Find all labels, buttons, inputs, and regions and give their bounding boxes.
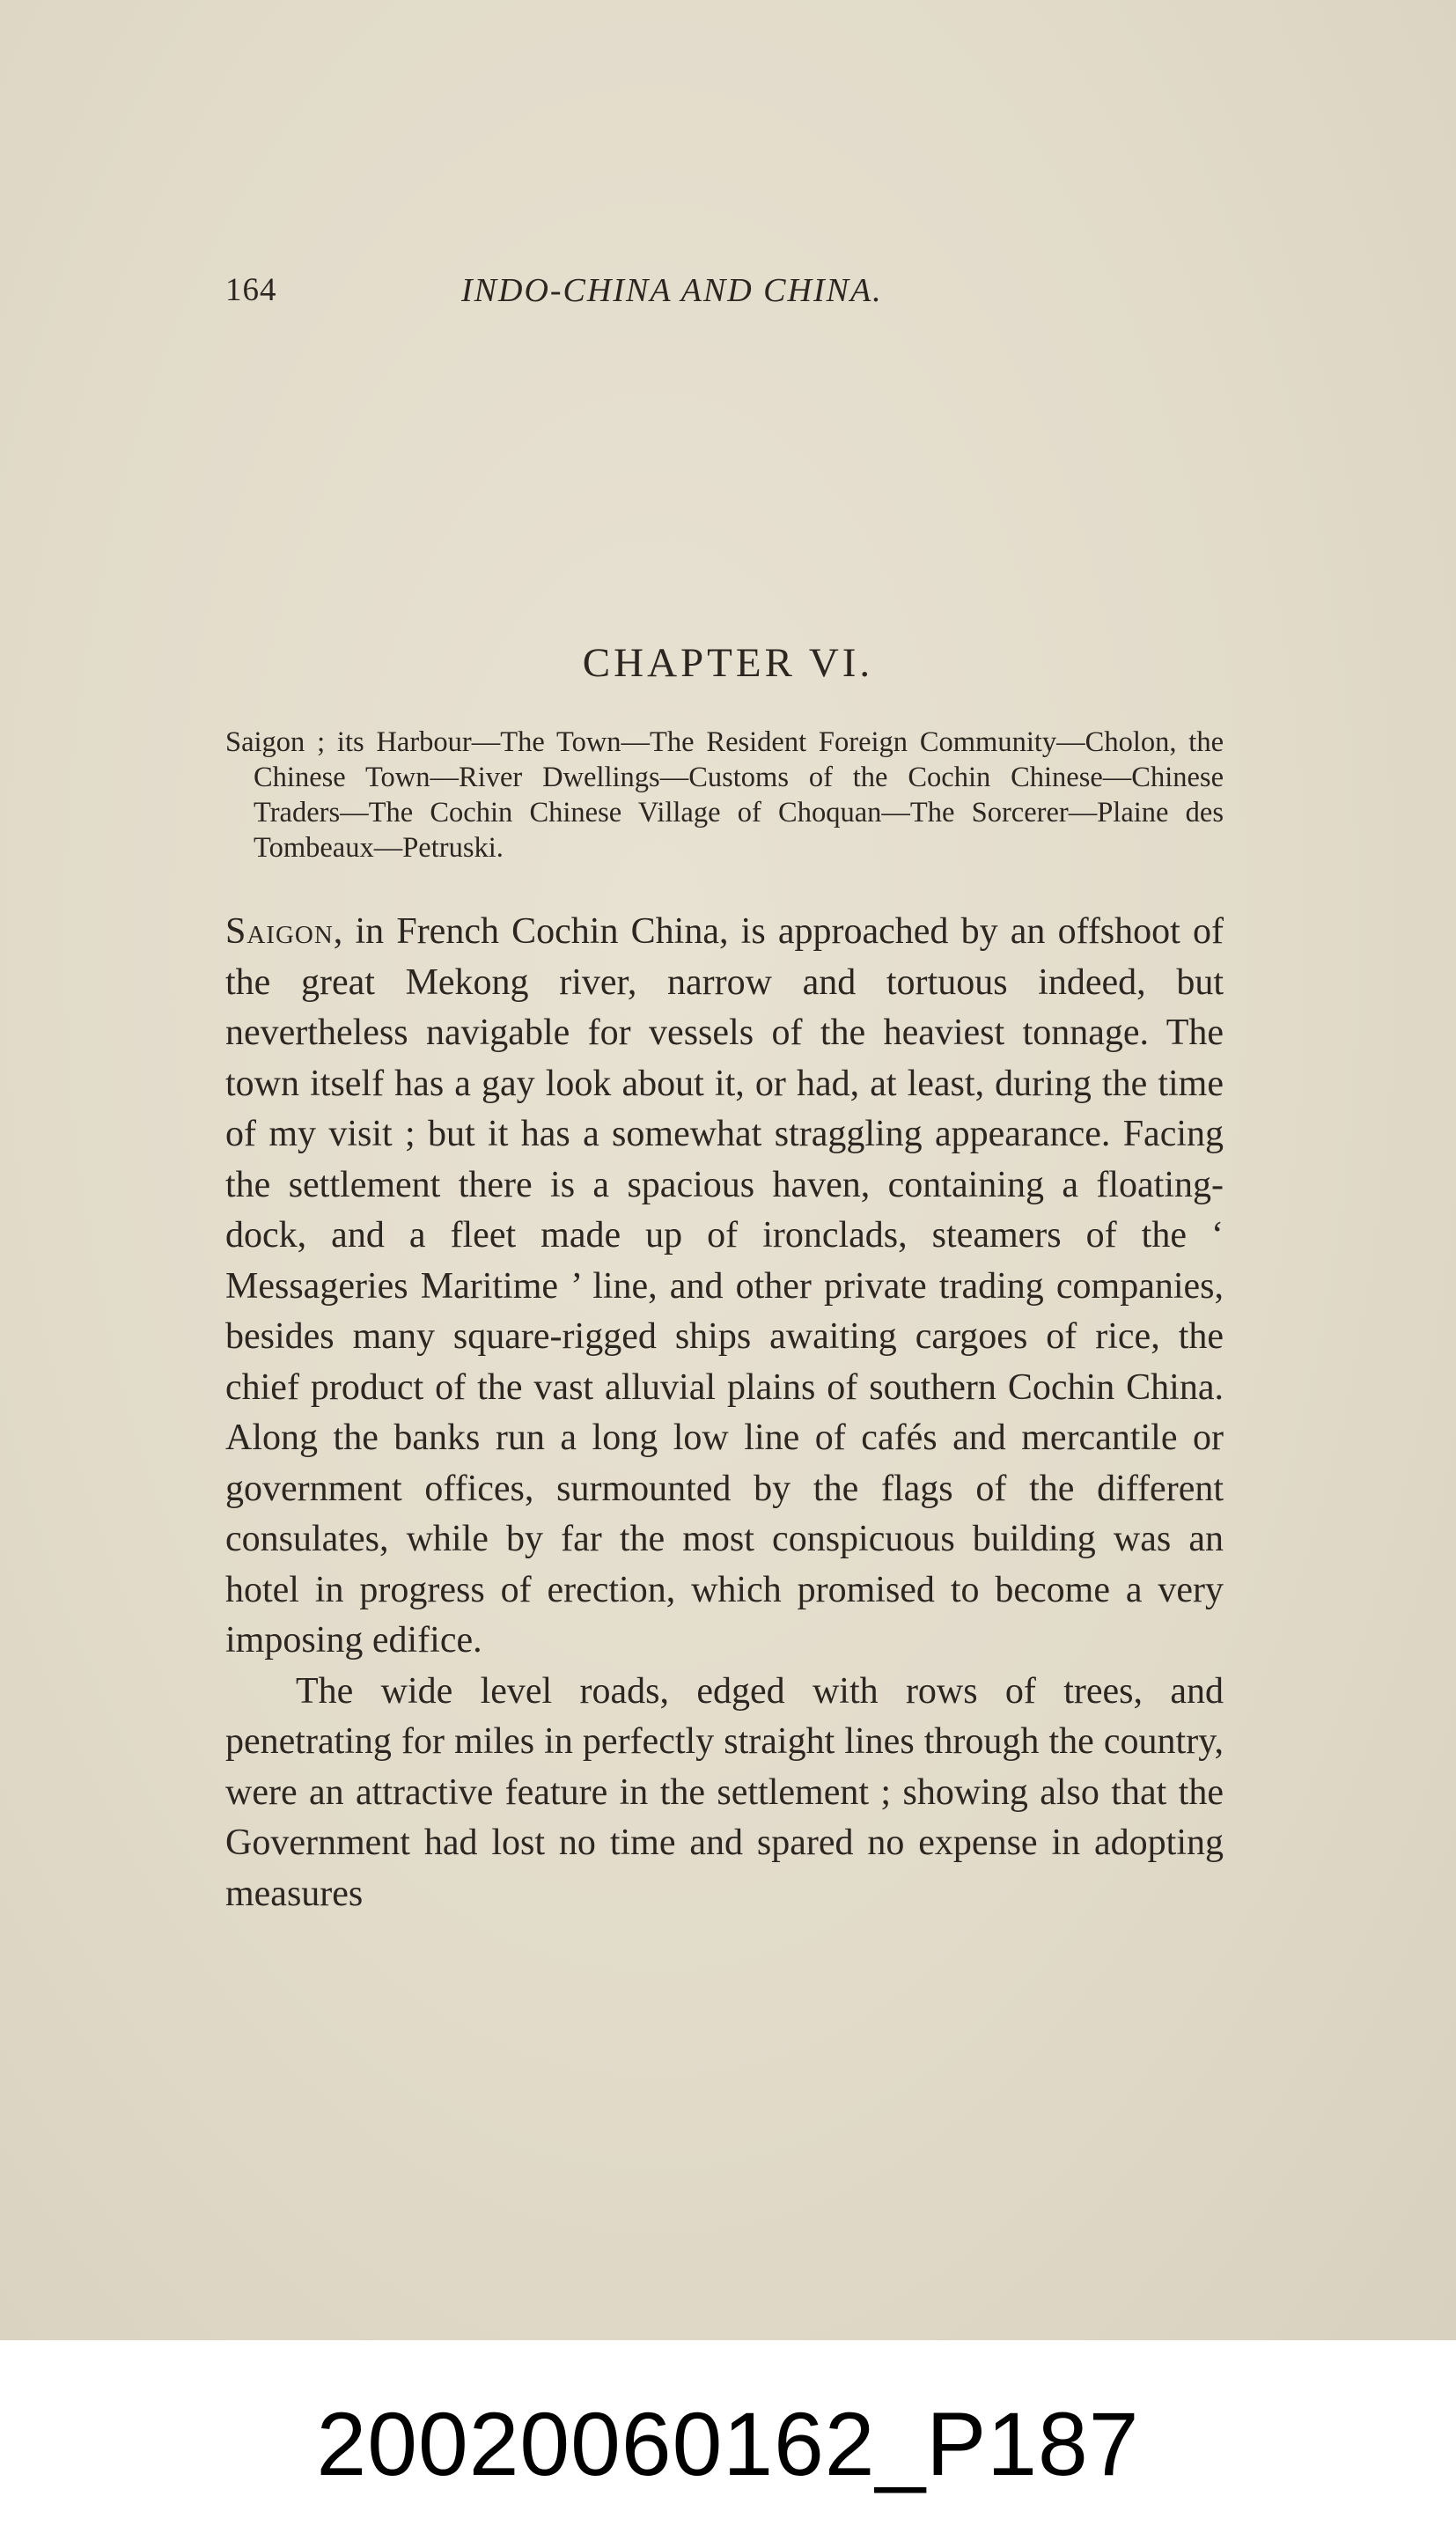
chapter-title: CHAPTER VI.: [582, 640, 874, 686]
body-text: [225, 907, 1224, 1919]
paragraph-1-lead: Saigon: [225, 911, 334, 952]
paragraph-2: The wide level roads, edged with rows of trees, and penetrating for miles in perfectly straight lines through the country, were an attractive feature in the settlement ; showing also that the Government had lost no time and spared no expense in adopting measures: [225, 1670, 1224, 1914]
paragraph-1-text: , in French Cochin China, is approached by an offshoot of the great Mekong river, narrow and tortuous indeed, but nevertheless navigable for vessels of the heaviest tonnage. The town itself has a gay look about it, or had, at least, during the time of my visit ; but it has a somewhat straggling appearance. Facing the settlement there is a spacious haven, containing a floating-dock, and a fleet made up of ironclads, steamers of the ‘ Messageries Maritime ’ line, and other private trading companies, besides many square-rigged ships awaiting cargoes of rice, the chief product of the vast alluvial plains of southern Cochin China. Along the banks run a long low line of cafés and mercantile or government offices, surmounted by the flags of the different consulates, while by far the most conspicuous building was an hotel in progress of erection, which promised to become a very imposing edifice.: [225, 911, 1224, 1661]
caption-text: 20020060162_P187: [316, 2394, 1140, 2494]
running-head: [225, 271, 1224, 320]
running-title: INDO-CHINA AND CHINA.: [461, 272, 883, 309]
paragraph-1: [225, 907, 1224, 1667]
page-number: 164: [225, 272, 277, 308]
chapter-synopsis: Saigon ; its Harbour—The Town—The Resident Foreign Community—Cholon, the Chinese Town—River Dwellings—Customs of the Cochin Chinese—Chinese Traders—The Cochin Chinese Village of Choquan—The Sorcerer—Plaine des Tombeaux—Petruski.: [225, 726, 1224, 864]
image-caption: [0, 2340, 1456, 2548]
